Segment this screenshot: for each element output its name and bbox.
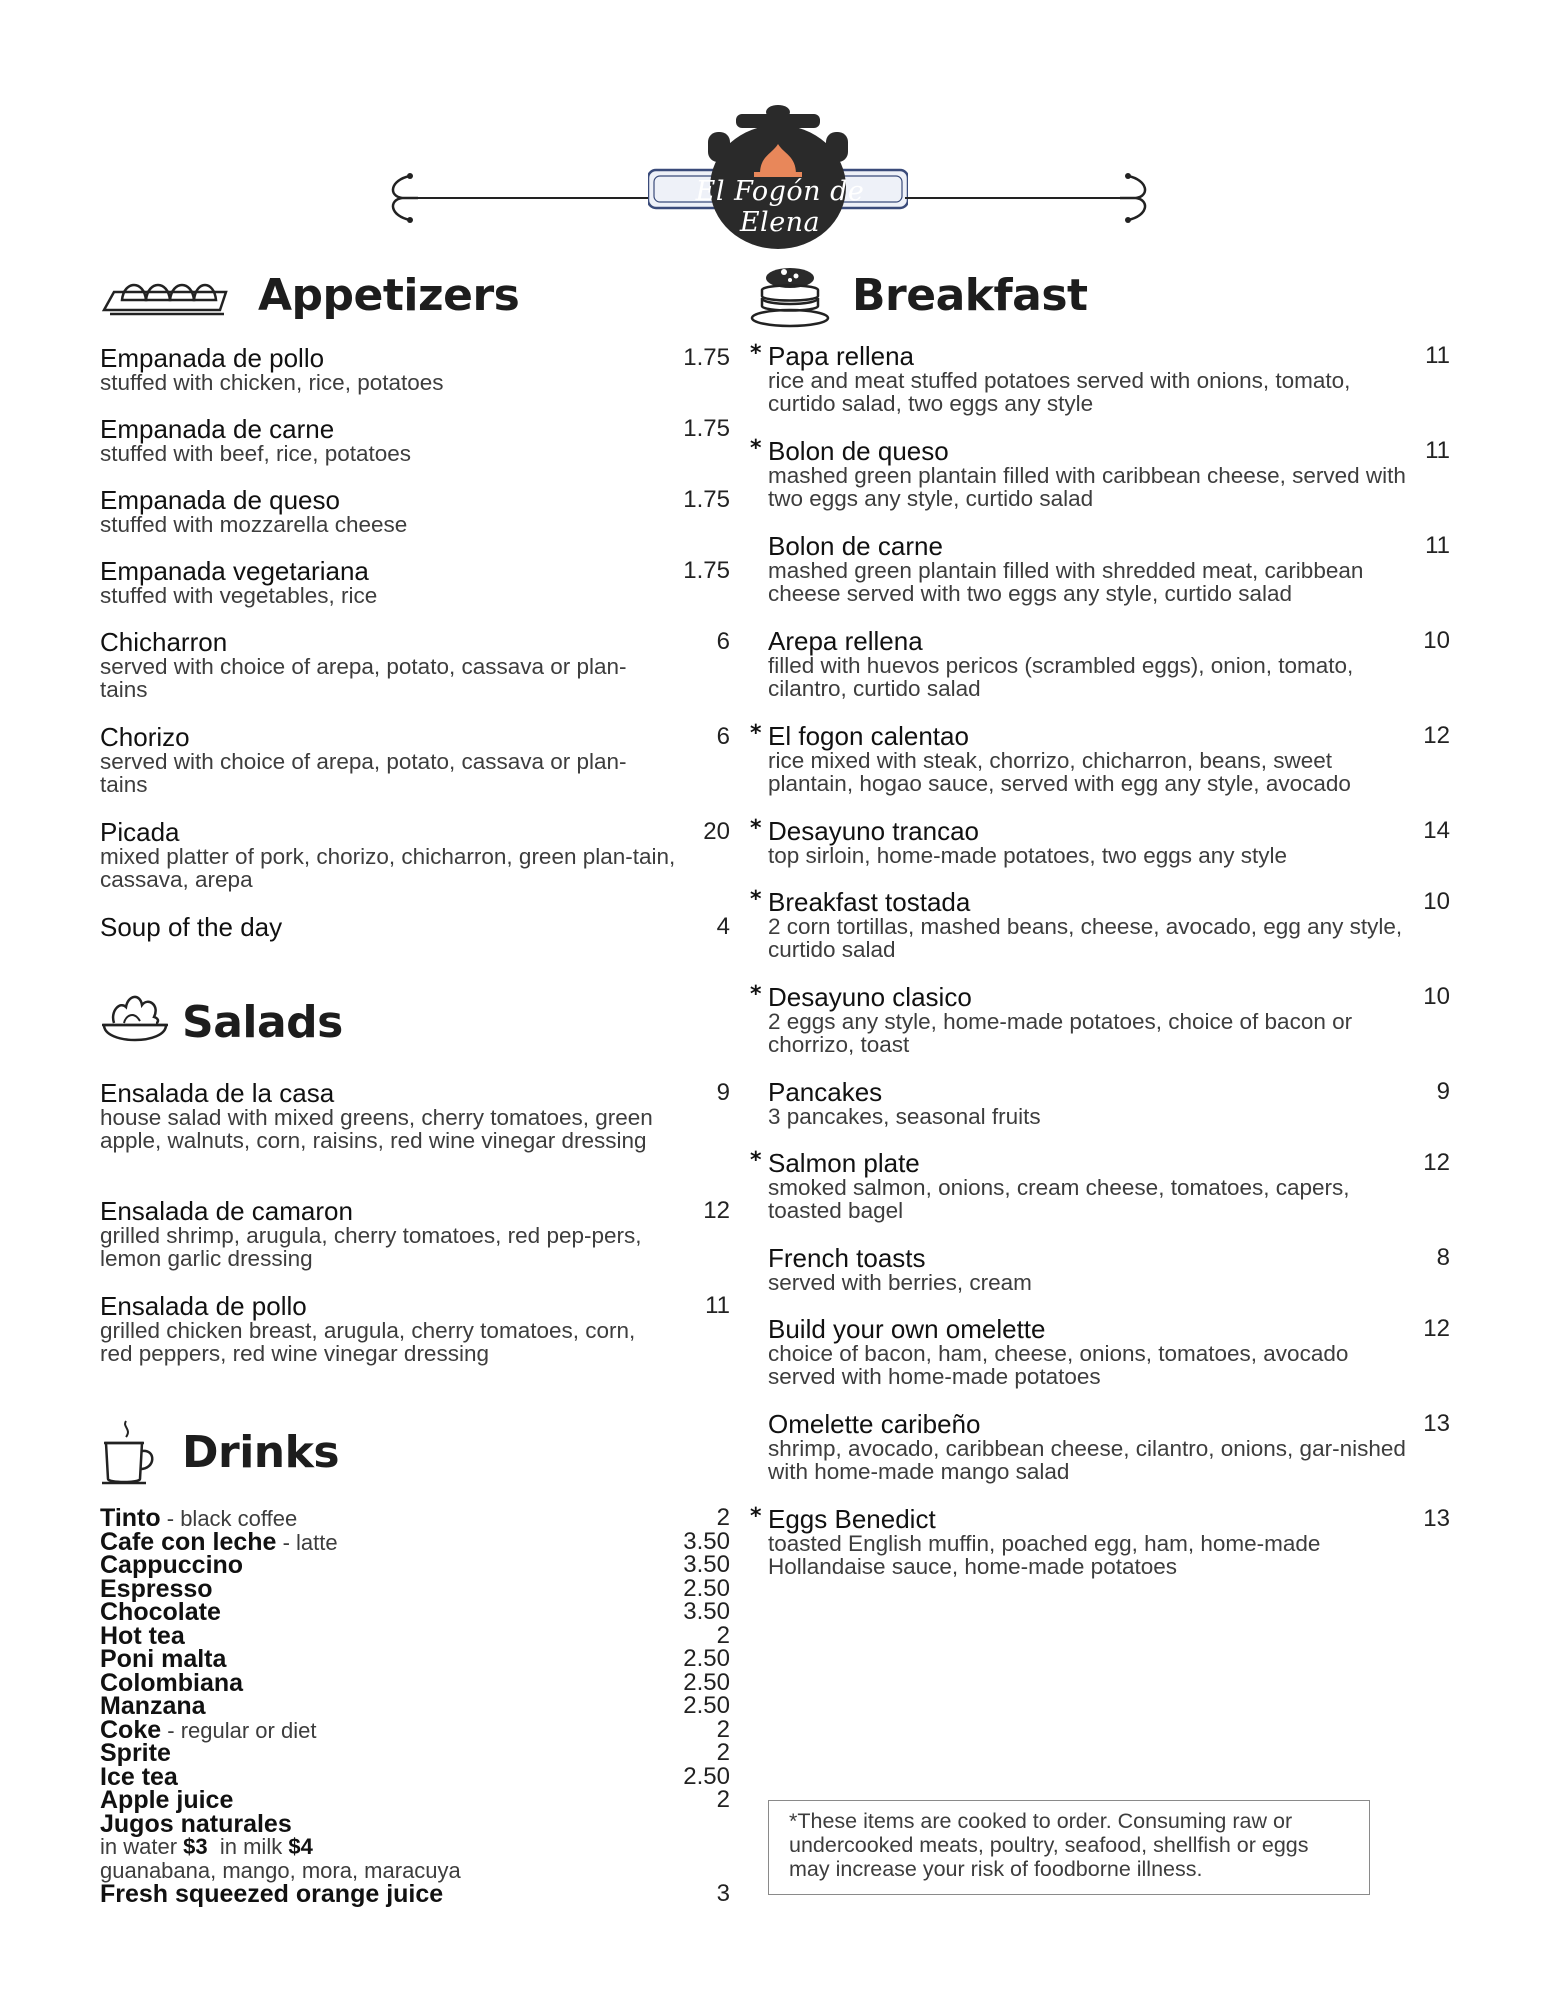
drink-row: [100, 1788, 730, 1812]
menu-item: [100, 724, 730, 819]
item-name: French toasts: [768, 1243, 926, 1273]
drink-row: [100, 1715, 730, 1744]
drink-note: - latte: [276, 1529, 338, 1555]
item-price: 11: [1425, 532, 1450, 559]
drink-row: [100, 1553, 730, 1577]
drink-note: - black coffee: [160, 1506, 298, 1531]
breakfast-title: Breakfast: [852, 269, 1088, 321]
item-description: mashed green plantain filled with caribbean cheese, served with two eggs any style, curtido salad: [768, 463, 1406, 511]
drink-price: 2.50: [683, 1645, 730, 1672]
item-description: served with choice of arepa, potato, cassava or plan-tains: [100, 654, 627, 702]
menu-item: [750, 1316, 1450, 1411]
item-name: Chicharron: [100, 627, 228, 657]
drink-name: Poni malta: [100, 1645, 227, 1673]
item-name: Breakfast tostada: [768, 887, 971, 917]
item-description: toasted English muffin, poached egg, ham, home-made Hollandaise sauce, home-made potatoes: [768, 1531, 1321, 1579]
drinks-title: Drinks: [182, 1426, 340, 1478]
menu-item: [100, 1080, 730, 1198]
menu-item: [750, 1245, 1450, 1316]
menu-item: [100, 629, 730, 724]
drink-name: Manzana: [100, 1692, 206, 1720]
item-name: Omelette caribeño: [768, 1409, 981, 1439]
flourish-right-icon: [1118, 168, 1158, 228]
cooked-to-order-star: *: [750, 1148, 762, 1173]
item-description: choice of bacon, ham, cheese, onions, tomatoes, avocado served with home-made potatoes: [768, 1341, 1349, 1389]
menu-item: [750, 1150, 1450, 1245]
empanada-icon: [100, 270, 230, 320]
menu-item: [750, 628, 1450, 723]
drink-name: Ice tea: [100, 1762, 178, 1791]
item-name: Ensalada de la casa: [100, 1078, 335, 1108]
header-rule-right: [905, 197, 1135, 199]
item-description: served with berries, cream: [768, 1270, 1032, 1295]
item-price: 1.75: [683, 557, 730, 584]
item-description: top sirloin, home-made potatoes, two eggs any style: [768, 843, 1288, 868]
item-name: Arepa rellena: [768, 626, 923, 656]
drink-price: 3.50: [683, 1598, 730, 1625]
item-price: 10: [1423, 888, 1450, 915]
item-price: 12: [703, 1197, 730, 1224]
item-description: shrimp, avocado, caribbean cheese, cilantro, onions, gar-nished with home-made mango salad: [768, 1436, 1406, 1484]
menu-item: [750, 343, 1450, 438]
item-description: stuffed with chicken, rice, potatoes: [100, 370, 444, 395]
item-name: Papa rellena: [768, 341, 914, 371]
item-description: 3 pancakes, seasonal fruits: [768, 1104, 1041, 1129]
item-price: 1.75: [683, 415, 730, 442]
drink-name: Tinto: [100, 1504, 161, 1532]
item-name: Desayuno trancao: [768, 816, 980, 846]
item-price: 11: [1425, 342, 1450, 369]
item-price: 10: [1423, 983, 1450, 1010]
item-price: 10: [1423, 627, 1450, 654]
breakfast-list: [750, 343, 1450, 1601]
drink-row: [100, 1762, 730, 1791]
menu-item: [750, 818, 1450, 889]
menu-item: [750, 1411, 1450, 1506]
item-price: 13: [1423, 1410, 1450, 1437]
pancake-stack-icon: [750, 260, 830, 330]
drink-name: Cafe con leche: [100, 1527, 277, 1556]
item-price: 6: [716, 628, 730, 655]
menu-item: [750, 533, 1450, 628]
item-price: 4: [716, 913, 730, 940]
item-name: Empanada de carne: [100, 414, 335, 444]
drink-name: Fresh squeezed orange juice: [100, 1880, 444, 1908]
drink-price: 2: [716, 1504, 730, 1531]
header: [0, 40, 1551, 240]
item-name: Pancakes: [768, 1077, 883, 1107]
item-name: Chorizo: [100, 722, 190, 752]
drink-name: Cappuccino: [100, 1551, 244, 1579]
menu-item: [100, 1293, 730, 1388]
flourish-left-icon: [380, 168, 420, 228]
item-price: 11: [705, 1292, 730, 1319]
jugos-water-price: $3: [183, 1834, 208, 1859]
menu-item: [100, 416, 730, 487]
item-price: 14: [1423, 817, 1450, 844]
menu-item: [750, 984, 1450, 1079]
item-description: rice mixed with steak, chorrizo, chicharron, beans, sweet plantain, hogao sauce, served with egg any style, avocado: [768, 748, 1351, 796]
salad-bowl-icon: [100, 987, 170, 1057]
drink-row: [100, 1668, 730, 1697]
item-description: house salad with mixed greens, cherry tomatoes, green apple, walnuts, corn, raisins, red wine vinegar dressing: [100, 1105, 653, 1153]
menu-item: [750, 438, 1450, 533]
jugos-flavors: guanabana, mango, mora, maracuya: [100, 1857, 461, 1883]
menu-item: [750, 1079, 1450, 1150]
item-price: 12: [1423, 722, 1450, 749]
item-price: 1.75: [683, 486, 730, 513]
drink-name: Hot tea: [100, 1621, 185, 1650]
menu-item: [750, 889, 1450, 984]
item-name: El fogon calentao: [768, 721, 969, 751]
item-description: rice and meat stuffed potatoes served with onions, tomato, curtido salad, two eggs any style: [768, 368, 1351, 416]
cooked-to-order-star: *: [750, 887, 762, 912]
item-name: Empanada de queso: [100, 485, 340, 515]
cooked-to-order-star: *: [750, 1504, 762, 1529]
cooked-to-order-star: *: [750, 436, 762, 461]
drinks-list: [100, 1506, 730, 1906]
drink-price: 2: [716, 1786, 730, 1813]
menu-item: [100, 819, 730, 914]
drink-price: 3: [716, 1880, 730, 1907]
salads-list: [100, 1080, 730, 1388]
item-price: 20: [703, 818, 730, 845]
appetizers-header: [100, 255, 730, 335]
drink-name: Sprite: [100, 1739, 171, 1767]
drink-price: 2.50: [683, 1668, 730, 1696]
appetizers-title: Appetizers: [258, 269, 520, 321]
drink-row: [100, 1621, 730, 1650]
item-description: 2 eggs any style, home-made potatoes, choice of bacon or chorrizo, toast: [768, 1009, 1353, 1057]
item-price: 1.75: [683, 344, 730, 371]
item-name: Bolon de carne: [768, 531, 943, 561]
item-description: grilled shrimp, arugula, cherry tomatoes, red pep-pers, lemon garlic dressing: [100, 1223, 642, 1271]
item-description: stuffed with beef, rice, potatoes: [100, 441, 412, 466]
drink-price: 2: [716, 1621, 730, 1649]
right-column: [750, 255, 1450, 1601]
breakfast-header: [750, 255, 1450, 335]
drink-note: - regular or diet: [161, 1717, 317, 1743]
item-name: Bolon de queso: [768, 436, 949, 466]
item-price: 8: [1436, 1244, 1450, 1271]
restaurant-name: El Fogón de Elena: [695, 176, 865, 238]
item-price: 6: [716, 723, 730, 750]
salads-title: Salads: [182, 996, 343, 1048]
header-rule-left: [415, 197, 650, 199]
item-name: Empanada vegetariana: [100, 556, 369, 586]
item-description: mixed platter of pork, chorizo, chicharron, green plan-tain, cassava, arepa: [100, 844, 676, 892]
drink-price: 2.50: [683, 1574, 730, 1602]
drink-price: 2.50: [683, 1762, 730, 1790]
item-description: filled with huevos pericos (scrambled eggs), onion, tomato, cilantro, curtido salad: [768, 653, 1354, 701]
jugos-milk-price: $4: [288, 1834, 313, 1859]
drink-row: [100, 1527, 730, 1556]
drink-name: Espresso: [100, 1574, 213, 1603]
drink-name: Apple juice: [100, 1786, 234, 1814]
drink-price: 3.50: [683, 1527, 730, 1555]
item-description: stuffed with mozzarella cheese: [100, 512, 408, 537]
item-price: 9: [1436, 1078, 1450, 1105]
drink-price: 2: [716, 1739, 730, 1766]
appetizers-list: [100, 345, 730, 954]
item-name: Desayuno clasico: [768, 982, 972, 1012]
cooked-to-order-star: *: [750, 982, 762, 1007]
drink-name: Jugos naturales: [100, 1809, 292, 1838]
item-name: Ensalada de pollo: [100, 1291, 307, 1321]
item-name: Empanada de pollo: [100, 343, 325, 373]
item-name: Ensalada de camaron: [100, 1196, 353, 1226]
menu-item: [100, 1198, 730, 1293]
drink-row: [100, 1809, 730, 1838]
drink-row: [100, 1600, 730, 1624]
item-description: served with choice of arepa, potato, cassava or plan-tains: [100, 749, 627, 797]
item-name: Eggs Benedict: [768, 1504, 936, 1534]
menu-item: [100, 487, 730, 558]
drink-name: Coke: [100, 1715, 162, 1744]
menu-item: [750, 1506, 1450, 1601]
salads-header: [100, 982, 730, 1062]
item-description: grilled chicken breast, arugula, cherry tomatoes, corn, red peppers, red wine vinegar dressing: [100, 1318, 636, 1366]
item-price: 13: [1423, 1505, 1450, 1532]
item-price: 9: [716, 1079, 730, 1106]
drink-row: [100, 1506, 730, 1530]
drink-row: [100, 1694, 730, 1718]
food-safety-notice: *These items are cooked to order. Consuming raw or undercooked meats, poultry, seafood, shellfish or eggs may increase your risk of foodborne illness.: [768, 1800, 1370, 1895]
drinks-header: [100, 1412, 730, 1492]
drink-name: Chocolate: [100, 1598, 221, 1626]
menu-item: [750, 723, 1450, 818]
item-description: stuffed with vegetables, rice: [100, 583, 378, 608]
coffee-cup-icon: [100, 1417, 160, 1487]
menu-item: [100, 345, 730, 416]
item-price: 12: [1423, 1149, 1450, 1176]
jugos-water-label: in water: [100, 1834, 184, 1859]
item-description: 2 corn tortillas, mashed beans, cheese, avocado, egg any style, curtido salad: [768, 914, 1403, 962]
item-price: 11: [1425, 437, 1450, 464]
drink-price: 3.50: [683, 1551, 730, 1578]
item-description: smoked salmon, onions, cream cheese, tomatoes, capers, toasted bagel: [768, 1175, 1350, 1223]
drink-row: [100, 1574, 730, 1603]
drink-row: [100, 1741, 730, 1765]
jugos-milk-label: in milk: [207, 1834, 289, 1859]
drink-row: [100, 1882, 730, 1906]
drink-row: [100, 1647, 730, 1671]
cooked-to-order-star: *: [750, 341, 762, 366]
jugos-prices: [100, 1835, 730, 1859]
menu-item: [100, 558, 730, 629]
item-description: mashed green plantain filled with shredded meat, caribbean cheese served with two eggs any style, curtido salad: [768, 558, 1364, 606]
item-name: Salmon plate: [768, 1148, 920, 1178]
cooked-to-order-star: *: [750, 816, 762, 841]
drink-price: 2: [716, 1715, 730, 1743]
drink-price: 2.50: [683, 1692, 730, 1719]
menu-item: [100, 914, 730, 954]
drink-name: Colombiana: [100, 1668, 244, 1697]
item-name: Build your own omelette: [768, 1314, 1046, 1344]
left-column: [100, 255, 730, 1906]
item-name: Soup of the day: [100, 912, 283, 942]
cooked-to-order-star: *: [750, 721, 762, 746]
item-name: Picada: [100, 817, 180, 847]
item-price: 12: [1423, 1315, 1450, 1342]
